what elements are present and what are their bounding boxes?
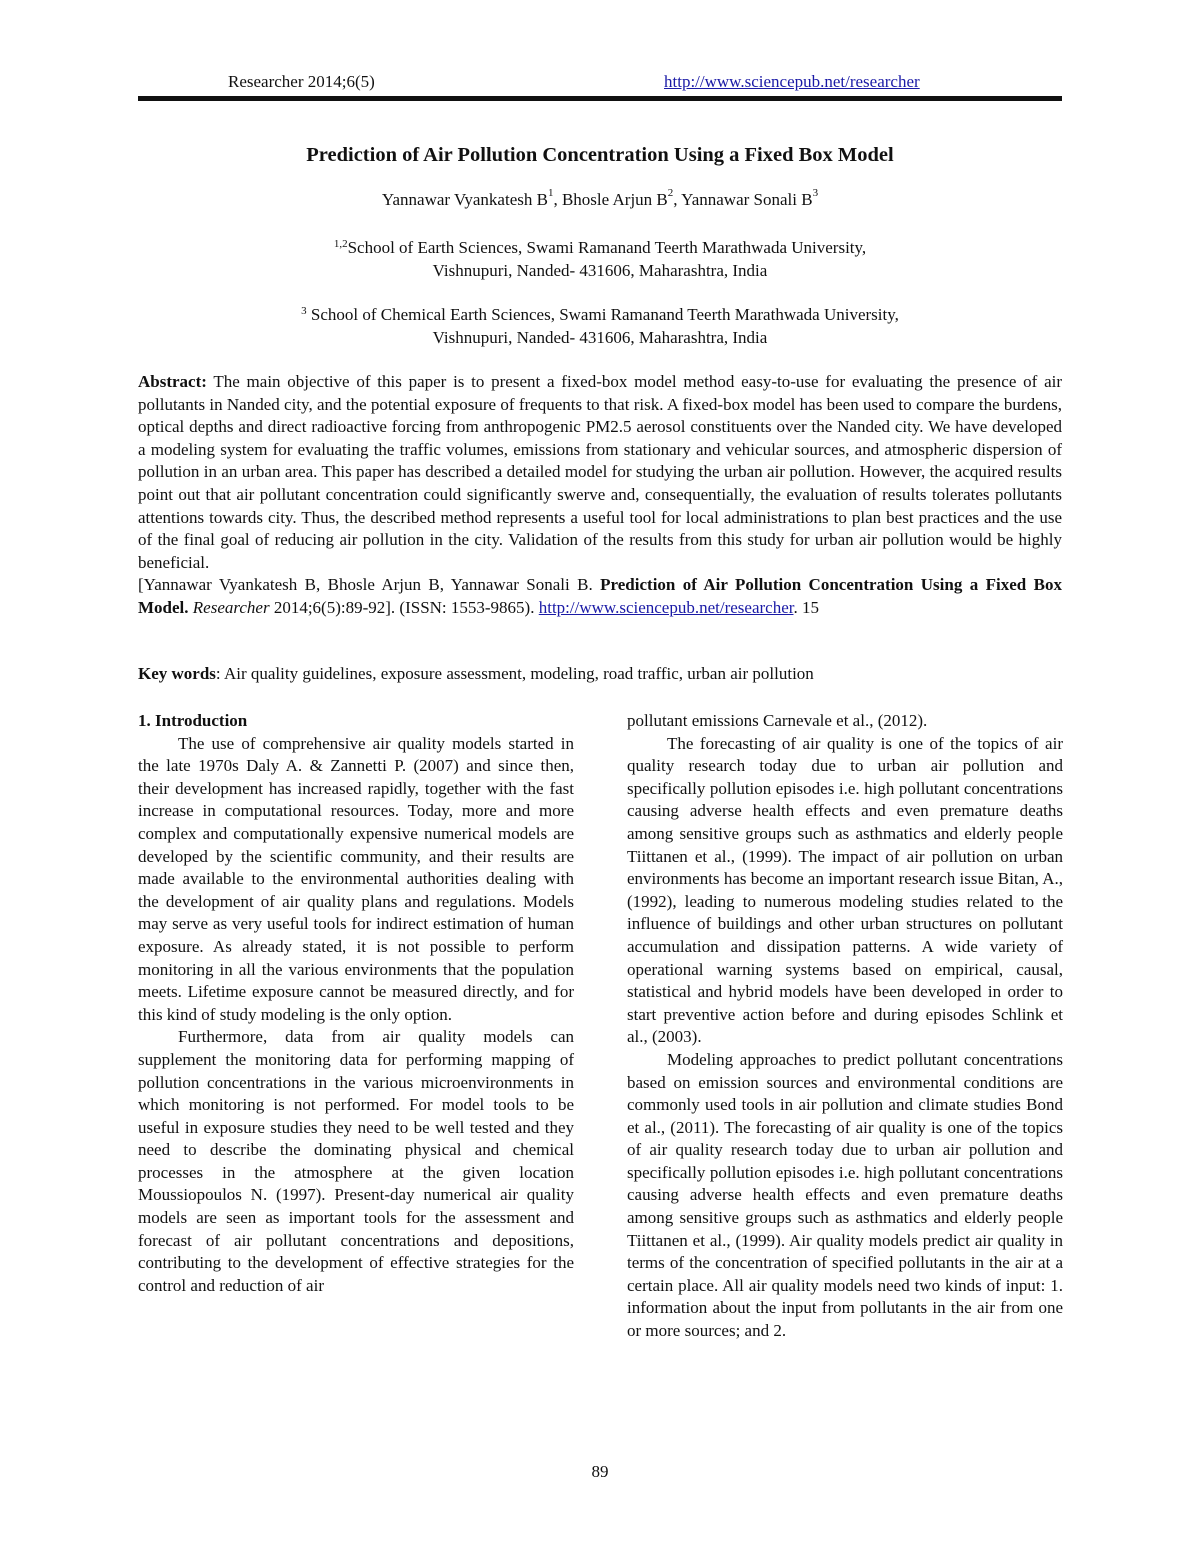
keywords [138, 664, 1062, 684]
header-rule [138, 96, 1062, 101]
intro-paragraph-1: The use of comprehensive air quality models started in the late 1970s Daly A. & Zannetti P. (2007) and since then, their development has increased rapidly, together with the fast increase in computational resources. Today, more and more complex and computationally expensive numerical models are developed by the scientific community, and their results are made available to the environmental authorities dealing with the development of air quality plans and regulations. Models may serve as very useful tools for indirect estimation of human exposure. As already stated, it is not possible to perform monitoring in all the various environments that the population meets. Lifetime exposure cannot be measured directly, and for this kind of study modeling is the only option. [138, 733, 574, 1024]
affiliation-2 [138, 303, 1062, 349]
running-header [138, 70, 1062, 96]
keywords-label: Key words [138, 664, 216, 683]
affiliation-1-line1: School of Earth Sciences, Swami Ramanand Teerth Marathwada University, [347, 238, 867, 257]
abstract-text: The main objective of this paper is to present a fixed-box model method easy-to-use for evaluating the presence of air pollutants in Nanded city, and the potential exposure of frequents to that risk. A fixed-box model has been used to compare the burdens, optical depths and direct radioactive forcing from anthropogenic PM2.5 aerosol constituents over the Nanded city. We have developed a modeling system for evaluating the traffic volumes, emissions from stationary and vehicular sources, and atmospheric dispersion of pollution in an urban area. This paper has described a detailed model for studying the urban air pollution. However, the acquired results point out that air pollutant concentration could significantly swerve and, consequentially, the evaluation of results tolerates pollutants attentions towards city. Thus, the described method represents a useful tool for local administrations to plan best practices and the use of the final goal of reducing air pollution in the city. Validation of the results from this study for urban air pollution would be highly beneficial. [138, 372, 1062, 572]
intro-paragraph-3: The forecasting of air quality is one of the topics of air quality research today due to urban air pollution and specifically pollution episodes i.e. high pollutant concentrations causing adverse health effects and even premature deaths among sensitive groups such as asthmatics and elderly people Tiittanen et al., (1999). The impact of air pollution on urban environments has become an important research issue Bitan, A., (1992), leading to numerous modeling studies related to the influence of buildings and other urban structures on pollutant accumulation and dissipation patterns. A wide variety of operational warning systems based on empirical, causal, statistical and hybrid models have been developed in order to start preventive action before and during episodes Schlink et al., (2003). [627, 733, 1063, 1047]
author-3: , Yannawar Sonali B [673, 190, 813, 209]
citation-prefix: [Yannawar Vyankatesh B, Bhosle Arjun B, Yannawar Sonali B. [138, 575, 601, 595]
citation [138, 574, 1062, 619]
citation-suffix: . 15 [793, 597, 819, 617]
journal-url-link[interactable]: http://www.sciencepub.net/researcher [664, 72, 920, 91]
author-2-sup: 2 [667, 187, 674, 199]
affiliation-1 [138, 236, 1062, 282]
right-column [627, 710, 1063, 1343]
author-2: , Bhosle Arjun B [553, 190, 668, 209]
left-column [138, 710, 574, 1297]
author-1-sup: 1 [547, 187, 554, 199]
citation-volume: 2014;6(5):89-92]. (ISSN: 1553-9865). [269, 597, 539, 617]
intro-paragraph-2-cont: pollutant emissions Carnevale et al., (2012). [627, 711, 928, 730]
affiliation-1-line2: Vishnupuri, Nanded- 431606, Maharashtra, India [432, 261, 768, 280]
affiliation-2-line1: School of Chemical Earth Sciences, Swami Ramanand Teerth Marathwada University, [306, 305, 899, 324]
citation-link[interactable]: http://www.sciencepub.net/researcher [538, 597, 794, 617]
keywords-text: : Air quality guidelines, exposure assessment, modeling, road traffic, urban air pollution [215, 664, 814, 683]
citation-title: Prediction of Air Pollution Concentration Using a Fixed Box Model. [138, 575, 1062, 617]
affiliation-2-sup: 3 [301, 305, 307, 317]
page-number: 89 [591, 1462, 609, 1481]
abstract [138, 371, 1062, 620]
intro-paragraph-2: Furthermore, data from air quality models can supplement the monitoring data for performing mapping of pollution concentrations in the various microenvironments in which monitoring is not performed. For model tools to be useful in exposure studies they need to be well tested and they need to describe the dominating physical and chemical processes in the atmosphere at the given location Moussiopoulos N. (1997). Present-day numerical air quality models are seen as important tools for the assessment and forecast of air pollutant concentrations and depositions, contributing to the development of effective strategies for the control and reduction of air [138, 1027, 574, 1295]
author-3-sup: 3 [812, 187, 819, 199]
citation-journal: Researcher [188, 597, 270, 617]
affiliation-1-sup: 1,2 [333, 238, 348, 250]
affiliation-2-line2: Vishnupuri, Nanded- 431606, Maharashtra, India [432, 328, 768, 347]
author-1: Yannawar Vyankatesh B [381, 190, 548, 209]
section-heading: 1. Introduction [138, 711, 248, 730]
journal-citation: Researcher 2014;6(5) [228, 72, 375, 91]
intro-paragraph-4: Modeling approaches to predict pollutant concentrations based on emission sources and environmental conditions are commonly used tools in air pollution and climate studies Bond et al., (2011). The forecasting of air quality is one of the topics of air quality research today due to urban air pollution and specifically pollution episodes i.e. high pollutant concentrations causing adverse health effects and even premature deaths among sensitive groups such as asthmatics and elderly people Tiittanen et al., (1999). Air quality models predict air quality in terms of the concentration of specified pollutants in the air at a certain place. All air quality models need two kinds of input: 1. information about the input from pollutants in the air from one or more sources; and 2. [627, 1049, 1063, 1341]
abstract-label: Abstract: [138, 372, 207, 391]
paper-title: Prediction of Air Pollution Concentration Using a Fixed Box Model [306, 144, 894, 166]
author-list [138, 187, 1062, 210]
